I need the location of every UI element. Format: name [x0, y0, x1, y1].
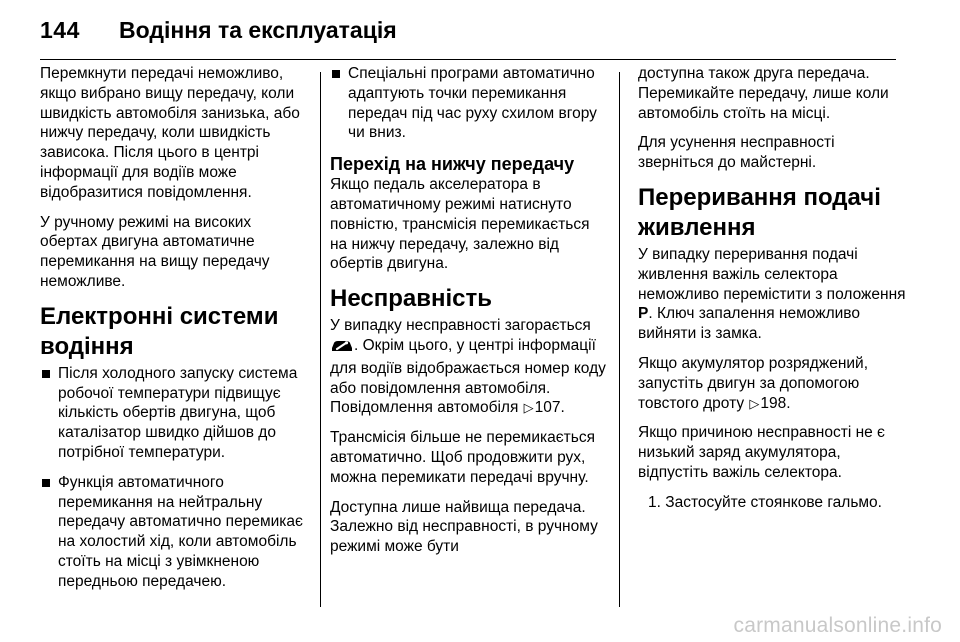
heading-power-interruption: Переривання подачі живлення: [638, 183, 881, 241]
list-item: Спеціальні програми автоматично адаптують точки перемикання передач під час руху схилом вгору чи вниз.: [330, 64, 606, 143]
page-ref-link[interactable]: 107: [534, 399, 561, 417]
paragraph-highest-gear: Доступна лише найвища передача. Залежно від несправності, в ручному режимі може бути: [330, 498, 598, 556]
heading-kickdown: Перехід на нижчу передачу: [330, 154, 575, 175]
paragraph-battery: Якщо акумулятор розряджений, запустіть двигун за допомогою товстого дроту ▷198.: [638, 354, 869, 412]
heading-fault: Несправність: [330, 285, 492, 313]
paragraph-service: Для усунення несправності зверніться до майстерні.: [638, 134, 835, 172]
page-ref-arrow-icon: ▷: [749, 395, 760, 411]
page-ref-link[interactable]: 198: [760, 394, 787, 412]
watermark: carmanualsonline.info: [733, 614, 942, 637]
page-header: [40, 0, 896, 60]
paragraph-manual-mode: У ручному режимі на високих обертах двигуна автоматичне перемикання на вищу передачу неможливе.: [40, 213, 270, 290]
paragraph-second-gear: доступна також друга передача. Перемикайте передачу, лише коли автомобіль стоїть на місці.: [638, 65, 889, 122]
list-item: Після холодного запуску система робочої температури підвищує кількість обертів двигуна, щоб каталізатор швидко дійшов до потрібної температури.: [40, 364, 312, 463]
paragraph-shift-blocked: Перемкнути передачі неможливо, якщо вибрано вищу передачу, коли швидкість автомобіля занизька, або нижчу передачу, коли швидкість зависока. Після цього в центрі інформації для водіїв може відобразитися повідомлення.: [40, 65, 300, 201]
paragraph-transmission: Трансмісія більше не перемикається автоматично. Щоб продовжити рух, можна перемикати передачі вручну.: [330, 429, 595, 486]
bullet-list: [330, 64, 606, 143]
paragraph-kickdown: Якщо педаль акселератора в автоматичному режимі натиснуто повністю, трансмісія перемикається на нижчу передачу, залежно від обертів двигуна.: [330, 176, 590, 273]
list-item: 1. Застосуйте стоянкове гальмо.: [648, 493, 882, 511]
column-divider-2: [619, 72, 620, 607]
paragraph-power-interruption: У випадку переривання подачі живлення важіль селектора неможливо перемістити з положення P. Ключ запалення неможливо вийняти із замка.: [638, 245, 906, 343]
bullet-square-icon: [42, 479, 50, 487]
column-1: [40, 60, 312, 602]
column-3: [638, 60, 906, 513]
list-item: Функція автоматичного перемикання на нейтральну передачу автоматично перемикає на холостий хід, коли автомобіль стоїть на місці з увімкненою передньою передачею.: [40, 473, 312, 592]
bullet-square-icon: [332, 70, 340, 78]
heading-electronic-systems: Електронні системи водіння: [40, 302, 279, 360]
paragraph-fault: У випадку несправності загорається . Окрім цього, у центрі інформації для водіїв відображається номер коду або повідомлення автомобіля. Повідомлення автомобіля ▷107.: [330, 317, 606, 417]
gear-position-p: P: [638, 305, 649, 323]
bullet-list: [40, 364, 312, 592]
page-title: Водіння та експлуатація: [119, 17, 397, 43]
page-ref-arrow-icon: ▷: [523, 400, 534, 416]
page-number: 144: [40, 17, 80, 43]
paragraph-low-charge: Якщо причиною несправності не є низький заряд акумулятора, відпустіть важіль селектора.: [638, 424, 885, 481]
step-list: [638, 493, 906, 513]
column-2: [330, 60, 606, 567]
column-divider-1: [320, 72, 321, 607]
car-wrench-icon: [331, 339, 353, 359]
bullet-square-icon: [42, 370, 50, 378]
